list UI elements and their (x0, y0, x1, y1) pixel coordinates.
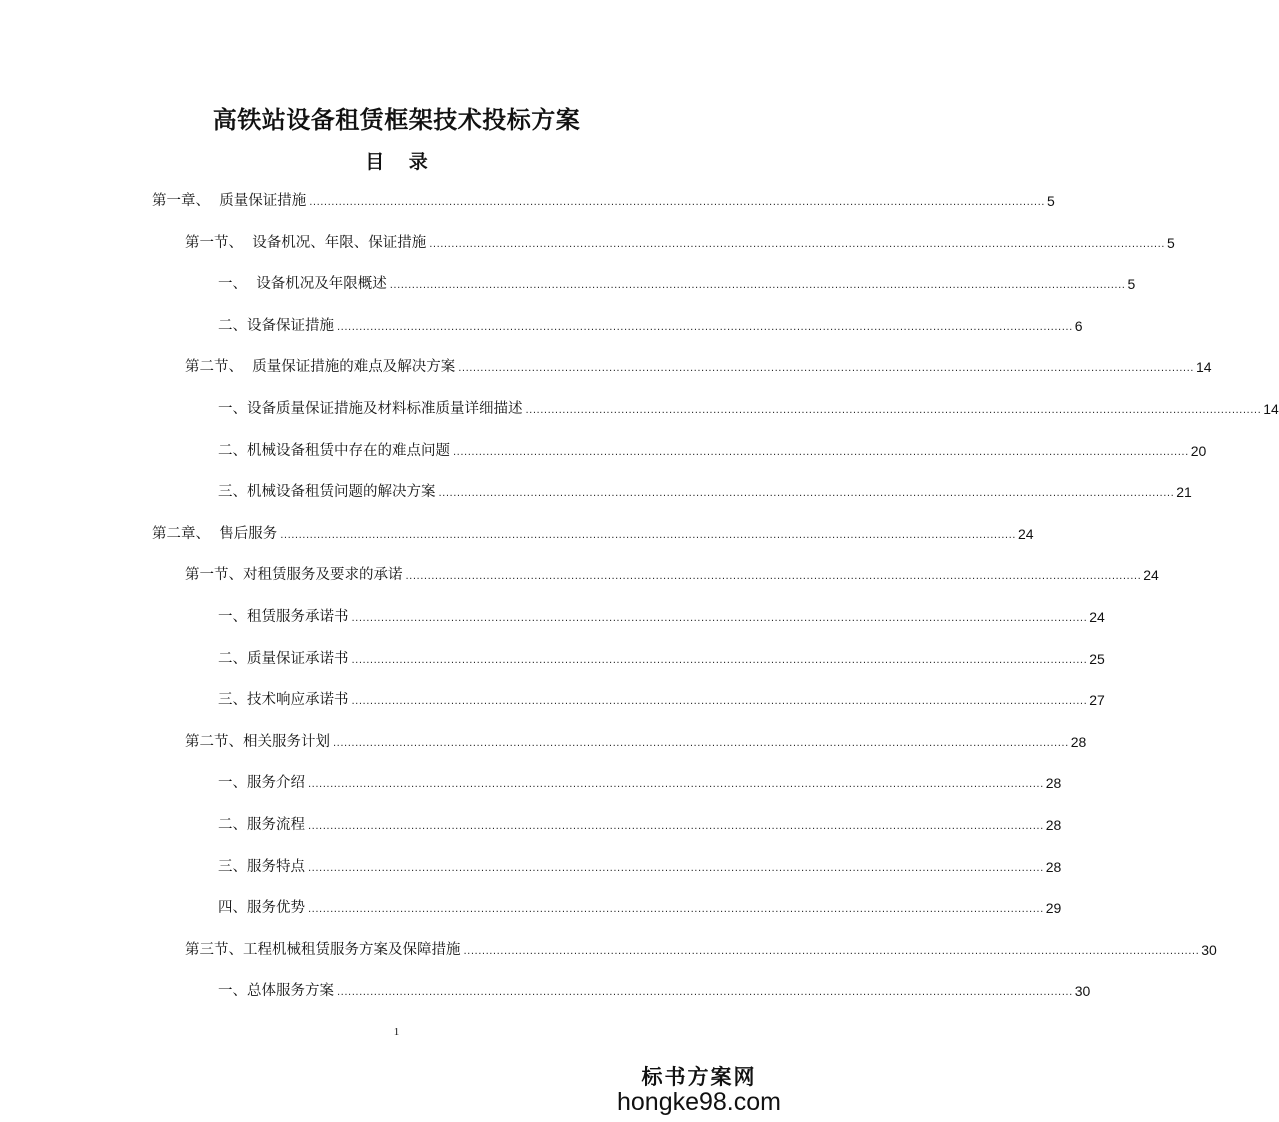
toc-entry-label: 一、 设备机况及年限概述 (218, 276, 387, 292)
toc-entry[interactable] (218, 481, 1192, 503)
toc-entry-page: 29 (1045, 900, 1062, 916)
page-number: 1 (393, 1026, 400, 1038)
toc-dot-leader: ........................................................................................................................................................................................................ (405, 571, 1142, 582)
toc-dot-leader: ........................................................................................................................................................................................................ (458, 363, 1194, 374)
toc-entry-page: 28 (1045, 775, 1062, 791)
toc-dot-leader: ........................................................................................................................................................................................................ (280, 530, 1016, 541)
toc-dot-leader: ........................................................................................................................................................................................................ (429, 239, 1165, 250)
toc-entry-page: 14 (1195, 359, 1212, 375)
toc-dot-leader: ........................................................................................................................................................................................................ (308, 904, 1044, 915)
toc-dot-leader: ........................................................................................................................................................................................................ (453, 447, 1189, 458)
toc-entry[interactable] (218, 897, 1062, 919)
toc-entry-label: 第一章、 质量保证措施 (152, 193, 307, 209)
toc-entry-label: 二、机械设备租赁中存在的难点问题 (218, 443, 450, 459)
toc-entry[interactable] (218, 856, 1062, 878)
toc-entry[interactable] (218, 398, 1279, 420)
toc-entry-label: 二、设备保证措施 (218, 318, 334, 334)
toc-entry-page: 24 (1017, 526, 1034, 542)
toc-entry[interactable] (218, 814, 1062, 836)
toc-entry-page: 24 (1143, 567, 1159, 583)
toc-entry-page: 24 (1089, 609, 1105, 625)
toc-entry-page: 21 (1176, 484, 1192, 500)
toc-dot-leader: ........................................................................................................................................................................................................ (463, 946, 1200, 957)
toc-entry-label: 三、服务特点 (218, 859, 305, 875)
toc-dot-leader: ........................................................................................................................................................................................................ (309, 197, 1045, 208)
toc-dot-leader: ........................................................................................................................................................................................................ (333, 738, 1069, 749)
toc-entry-label: 第二章、 售后服务 (152, 526, 278, 542)
toc-entry-page: 25 (1089, 651, 1105, 667)
toc-entry-page: 27 (1089, 692, 1105, 708)
watermark (617, 1065, 781, 1116)
toc-entry[interactable] (152, 190, 1055, 212)
toc-dot-leader: ........................................................................................................................................................................................................ (351, 613, 1088, 624)
toc-dot-leader: ........................................................................................................................................................................................................ (438, 488, 1175, 499)
toc-entry-page: 14 (1263, 401, 1279, 417)
toc-entry-page: 30 (1074, 983, 1091, 999)
toc-dot-leader: ........................................................................................................................................................................................................ (308, 821, 1044, 832)
toc-entry-label: 四、服务优势 (218, 900, 305, 916)
toc-entry[interactable] (218, 273, 1136, 295)
toc-entry[interactable] (218, 606, 1105, 628)
toc-dot-leader: ........................................................................................................................................................................................................ (389, 280, 1126, 291)
toc-entry-label: 一、设备质量保证措施及材料标准质量详细描述 (218, 401, 523, 417)
watermark-site-name: 标书方案网 (641, 1064, 757, 1089)
toc-entry-page: 20 (1190, 443, 1207, 459)
toc-entry-label: 二、服务流程 (218, 817, 305, 833)
toc-entry[interactable] (218, 689, 1105, 711)
toc-entry-label: 第一节、 设备机况、年限、保证措施 (185, 235, 427, 251)
toc-entry[interactable] (218, 648, 1105, 670)
toc-entry-label: 第二节、相关服务计划 (185, 734, 330, 750)
toc-entry-page: 5 (1166, 235, 1175, 251)
toc-entry-page: 28 (1045, 817, 1062, 833)
toc-dot-leader: ........................................................................................................................................................................................................ (525, 405, 1262, 416)
toc-entry[interactable] (185, 564, 1159, 586)
toc-entry-label: 三、机械设备租赁问题的解决方案 (218, 484, 436, 500)
toc-entry-label: 一、租赁服务承诺书 (218, 609, 349, 625)
toc-entry[interactable] (218, 440, 1207, 462)
toc-dot-leader: ........................................................................................................................................................................................................ (351, 696, 1088, 707)
toc-entry[interactable] (218, 980, 1091, 1002)
toc-entry-label: 一、总体服务方案 (218, 983, 334, 999)
toc-entry[interactable] (152, 523, 1034, 545)
toc-entry-page: 28 (1070, 734, 1087, 750)
toc-dot-leader: ........................................................................................................................................................................................................ (337, 987, 1073, 998)
toc-entry-label: 第一节、对租赁服务及要求的承诺 (185, 567, 403, 583)
toc-entry-page: 28 (1045, 859, 1062, 875)
toc-dot-leader: ........................................................................................................................................................................................................ (308, 863, 1044, 874)
toc-entry-page: 6 (1074, 318, 1083, 334)
toc-entry-label: 第二节、 质量保证措施的难点及解决方案 (185, 359, 456, 375)
watermark-url: hongke98.com (616, 1088, 781, 1116)
toc-entry-label: 二、质量保证承诺书 (218, 651, 349, 667)
toc-entry[interactable] (185, 232, 1175, 254)
document-title: 高铁站设备租赁框架技术投标方案 (212, 105, 581, 134)
toc-entry[interactable] (185, 731, 1087, 753)
toc-heading: 目 录 (365, 151, 428, 173)
toc-entry[interactable] (185, 939, 1217, 961)
toc-entry-label: 第三节、工程机械租赁服务方案及保障措施 (185, 942, 461, 958)
toc-entry[interactable] (218, 772, 1062, 794)
toc-dot-leader: ........................................................................................................................................................................................................ (337, 322, 1073, 333)
toc-entry-label: 三、技术响应承诺书 (218, 692, 349, 708)
toc-entry[interactable] (218, 315, 1083, 337)
toc-dot-leader: ........................................................................................................................................................................................................ (308, 779, 1044, 790)
toc-entry[interactable] (185, 356, 1212, 378)
toc-entry-page: 5 (1046, 193, 1055, 209)
toc-entry-page: 5 (1127, 276, 1136, 292)
toc-entry-label: 一、服务介绍 (218, 775, 305, 791)
toc-entry-page: 30 (1201, 942, 1217, 958)
toc-dot-leader: ........................................................................................................................................................................................................ (351, 655, 1088, 666)
